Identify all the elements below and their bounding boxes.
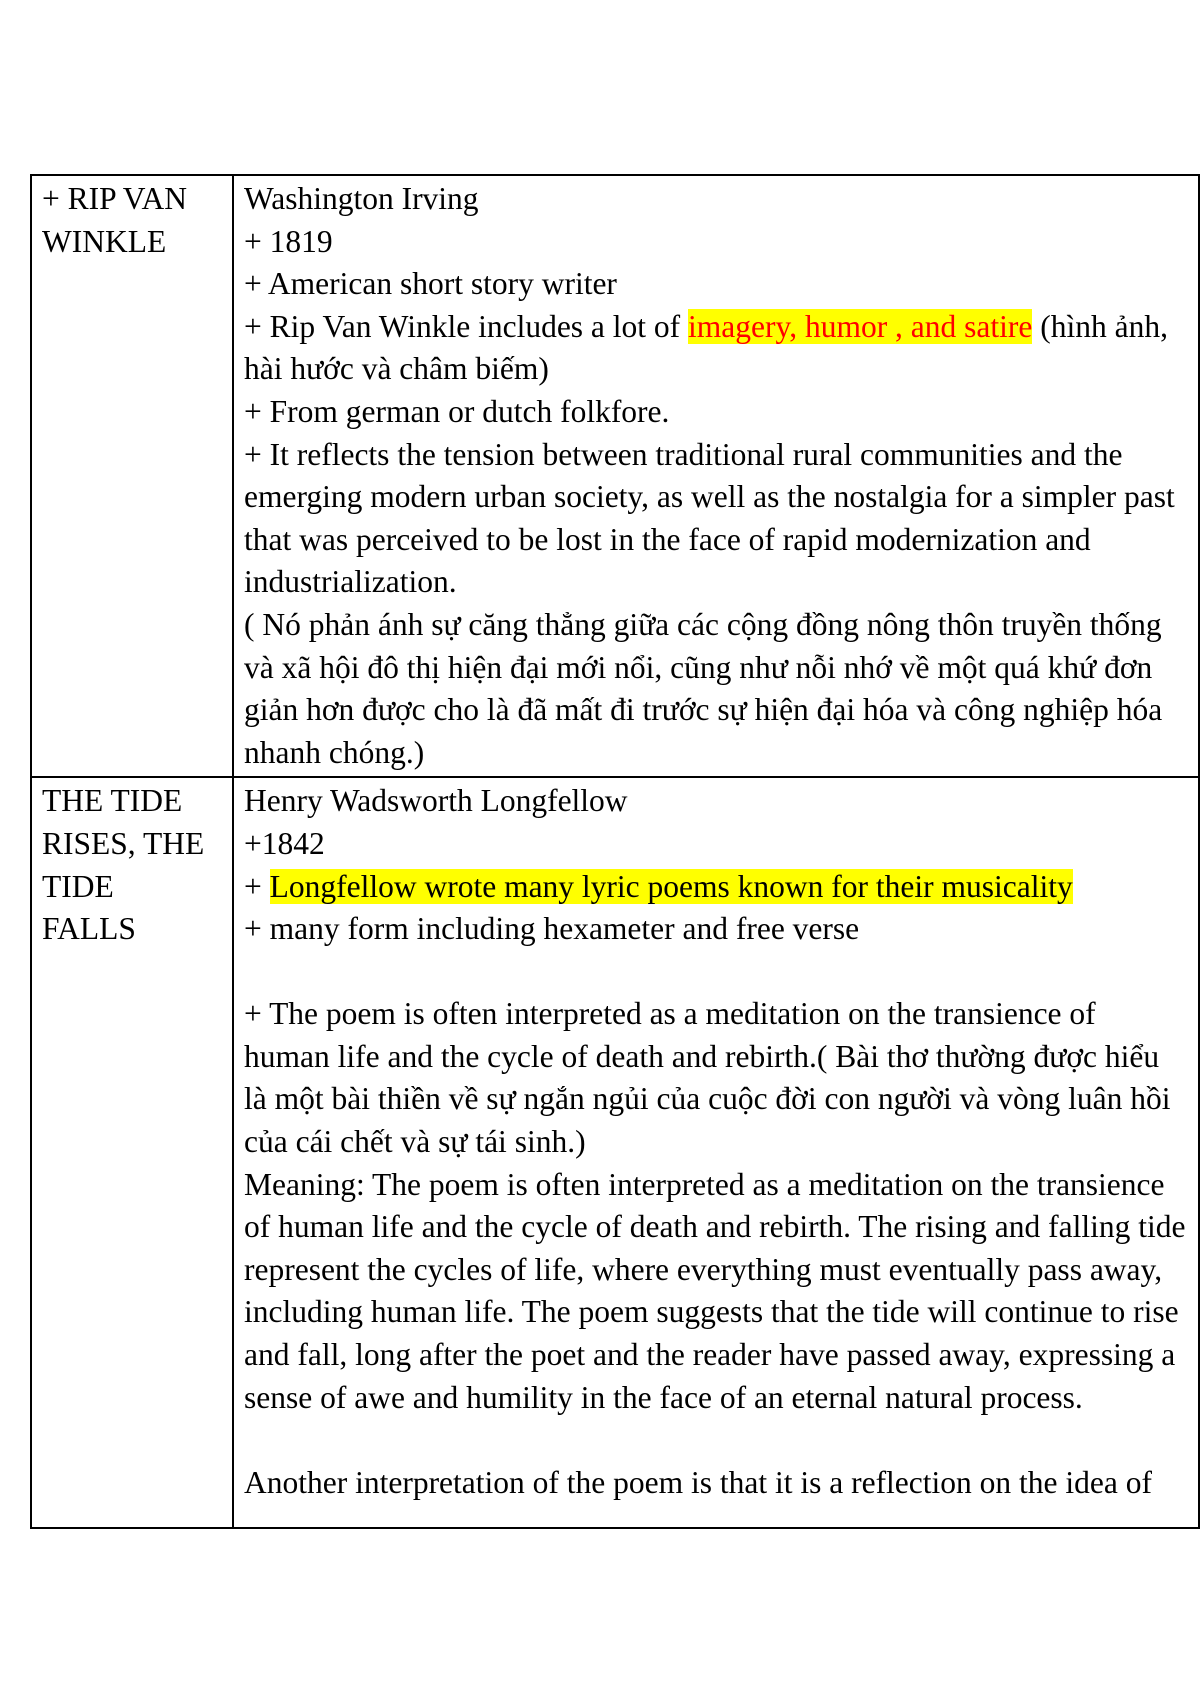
blank-line bbox=[244, 1419, 1188, 1462]
title-line: THE TIDE bbox=[42, 783, 183, 819]
notes-cell bbox=[233, 175, 1199, 777]
bullet-lyric-plus: + bbox=[244, 868, 270, 904]
highlighted-text: Longfellow wrote many lyric poems known for their musicality bbox=[269, 868, 1073, 904]
table-row bbox=[31, 175, 1199, 777]
bullet-imagery-post: (hình ảnh, hài hước và châm biếm) bbox=[244, 308, 1168, 387]
bullet-imagery bbox=[244, 306, 1188, 391]
blank-line bbox=[244, 951, 1188, 994]
highlighted-text: imagery, humor , and satire bbox=[688, 308, 1033, 344]
author: Washington Irving bbox=[244, 181, 479, 216]
year: +1842 bbox=[244, 825, 325, 861]
year: + 1819 bbox=[244, 223, 333, 259]
another-interpretation: Another interpretation of the poem is that it is a reflection on the idea of bbox=[244, 1464, 1152, 1500]
title-line: WINKLE bbox=[42, 223, 167, 259]
bullet-meditation: + The poem is often interpreted as a meditation on the transience of human life and the cycle of death and rebirth.( Bài thơ thường được hiểu là một bài thiền về sự ngắn ngủi của cuộc đời con người và vòng luân hồi của cái chết và sự tái sinh.) bbox=[244, 996, 1171, 1160]
title-line: FALLS bbox=[42, 911, 136, 947]
table-row bbox=[31, 777, 1199, 1528]
title-cell bbox=[31, 777, 233, 1528]
title-line: TIDE bbox=[42, 868, 114, 904]
bullet-lyric bbox=[244, 866, 1188, 909]
notes-table bbox=[30, 174, 1200, 1529]
bullet-writer: + American short story writer bbox=[244, 266, 617, 302]
meaning-paragraph: Meaning: The poem is often interpreted as a meditation on the transience of human life and the cycle of death and rebirth. The rising and falling tide represent the cycles of life, where everything must eventually pass away, including human life. The poem suggests that the tide will continue to rise and fall, long after the poet and the reader have passed away, expressing a sense of awe and humility in the face of an eternal natural process. bbox=[244, 1166, 1186, 1415]
bullet-tension: + It reflects the tension between traditional rural communities and the emerging modern urban society, as well as the nostalgia for a simpler past that was perceived to be lost in the face of rapid modernization and industrialization. bbox=[244, 436, 1175, 600]
author: Henry Wadsworth Longfellow bbox=[244, 783, 628, 819]
bullet-folklore: + From german or dutch folkfore. bbox=[244, 393, 670, 429]
bullet-tension-vietnamese: ( Nó phản ánh sự căng thẳng giữa các cộng đồng nông thôn truyền thống và xã hội đô thị hiện đại mới nổi, cũng như nỗi nhớ về một quá khứ đơn giản hơn được cho là đã mất đi trước sự hiện đại hóa và công nghiệp hóa nhanh chóng.) bbox=[244, 606, 1163, 770]
bullet-imagery-pre: + Rip Van Winkle includes a lot of bbox=[244, 308, 689, 344]
title-cell bbox=[31, 175, 233, 777]
notes-cell bbox=[233, 777, 1199, 1528]
title-line: + RIP VAN bbox=[42, 181, 187, 216]
bullet-form: + many form including hexameter and free verse bbox=[244, 911, 860, 947]
title-line: RISES, THE bbox=[42, 825, 205, 861]
